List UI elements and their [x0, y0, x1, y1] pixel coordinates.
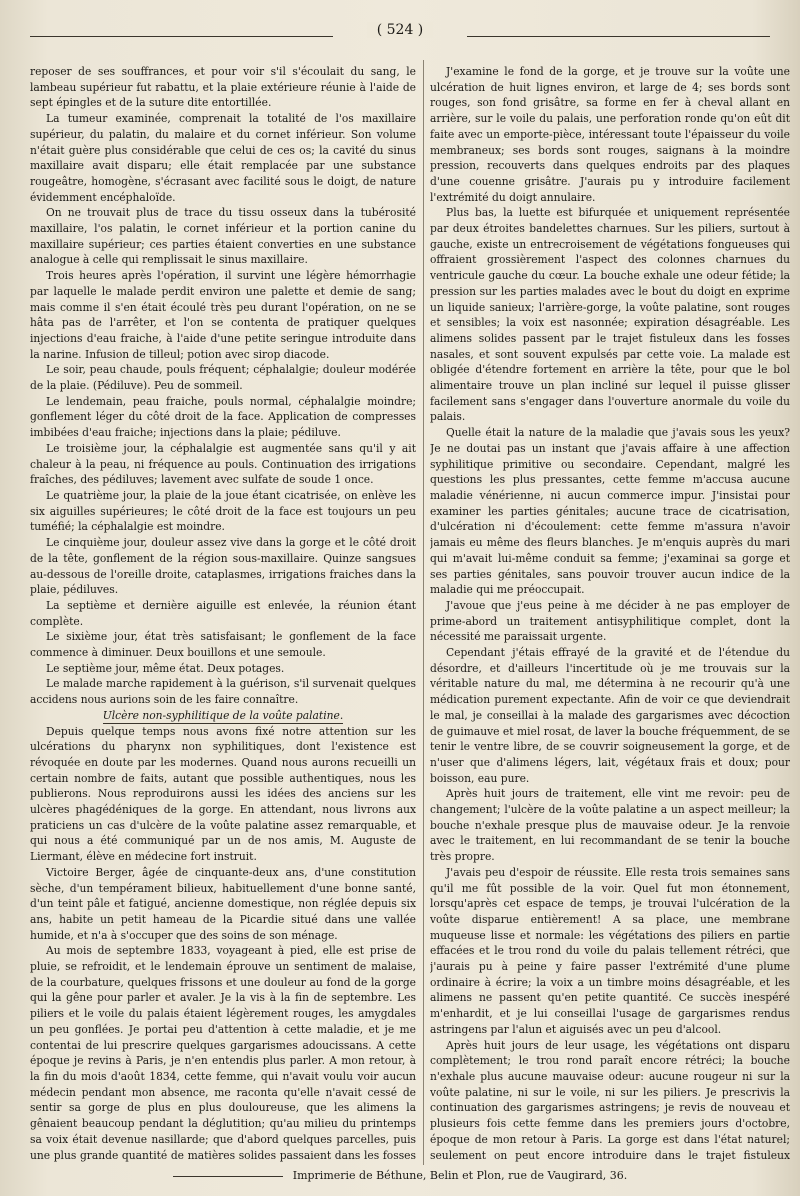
paragraph: Victoire Berger, âgée de cinquante-deux ans, d'une constitution sèche, d'un tempérament bilieux, habituellement d'une bonne santé, d'un teint pâle et fatigué, ancienne domestique, non réglée depuis six ans, habite un petit hameau de la Picardie situé dans une vallée humide, et n'a à s'occuper que des soins de son ménage. — [30, 865, 416, 942]
paragraph: Le quatrième jour, la plaie de la joue étant cicatrisée, on enlève les six aiguilles supérieures; le côté droit de la face est toujours un peu tuméfié; la céphalalgie est moindre. — [30, 488, 416, 534]
printer-imprint — [30, 1169, 770, 1182]
section-heading — [30, 708, 416, 724]
footer-rule — [173, 1176, 283, 1177]
paragraph: Le cinquième jour, douleur assez vive dans la gorge et le côté droit de la tête, gonflement de la région sous-maxillaire. Quinze sangsues au-dessous de l'oreille droite, cataplasmes, irrigations fraiches dans la plaie, pédiluves. — [30, 536, 416, 597]
header-rule-left — [30, 36, 333, 37]
left-column — [30, 64, 416, 1164]
paragraph: J'examine le fond de la gorge, et je trouve sur la voûte une ulcération de huit lignes environ, et large de 4; ses bords sont rouges, son fond grisâtre, sa forme en fer à cheval allant en arrière, sur le voile du palais, une perforation ronde qu'on eût dit faite avec un emporte-pièce, intéressant toute l'épaisseur du voile membraneux; ses bords sont rouges, saignans à la moindre pression, recouverts dans quelques endroits par des plaques d'une couenne grisâtre. J'aurais pu y introduire facilement l'extrémité du doigt annulaire. — [430, 65, 790, 204]
paragraph: reposer de ses souffrances, et pour voir s'il s'écoulait du sang, le lambeau supérieur fut rabattu, et la plaie extérieure réunie à l'aide de sept épingles et de la suture dite entortillée. — [30, 65, 416, 110]
paragraph: Cependant j'étais effrayé de la gravité et de l'étendue du désordre, et d'ailleurs l'incertitude où je me trouvais sur la véritable nature du mal, me détermina à ne recourir qu'à une médication purement expectante. Afin de voir ce que deviendrait le mal, je conseillai à la malade des gargarismes avec décoction de guimauve et miel rosat, de laver la bouche fréquemment, de se tenir le ventre libre, de se couvrir soigneusement la gorge, et de n'user que d'alimens légers, lait, végétaux frais et doux; pour boisson, eau pure. — [430, 646, 790, 785]
paragraph: Plus bas, la luette est bifurquée et uniquement représentée par deux étroites bandelettes charnues. Sur les piliers, surtout à gauche, existe un entrecroisement de végétations fongueuses qui offraient grossièrement l'aspect des colonnes charnues du ventricule gauche du cœur. La bouche exhale une odeur fétide; la pression sur les parties malades avec le bout du doigt en exprime un liquide sanieux; l'arrière-gorge, la voûte palatine, sont rouges et sensibles; la voix est nasonnée; expiration désagréable. Les alimens solides passent par le trajet fistuleux dans les fosses nasales, et sont souvent expulsés par cette voie. La malade est obligée d'étendre fortement en arrière la tête, pour que le bol alimentaire trouve un plan incliné sur lequel il puisse glisser facilement sans s'engager dans l'ouverture anormale du voile du palais. — [430, 206, 790, 424]
paragraph: Après huit jours de traitement, elle vint me revoir: peu de changement; l'ulcère de la voûte palatine a un aspect meilleur; la bouche n'exhale presque plus de mauvaise odeur. Je la renvoie avec le traitement, en lui recommandant de se tenir la bouche très propre. — [430, 787, 790, 864]
page-number: ( 524 ) — [367, 22, 434, 38]
paragraph: La tumeur examinée, comprenait la totalité de l'os maxillaire supérieur, du palatin, du malaire et du cornet inférieur. Son volume n'était guère plus considérable que celui de ces os; la cavité du sinus maxillaire avait disparu; elle était remplacée par une substance rougeâtre, homogène, s'écrasant avec facilité sous le doigt, de nature évidemment encéphaloïde. — [30, 112, 416, 204]
paragraph: Le malade marche rapidement à la guérison, s'il survenait quelques accidens nous aurions soin de les faire connaître. — [30, 677, 416, 707]
paragraph: Depuis quelque temps nous avons fixé notre attention sur les ulcérations du pharynx non syphilitiques, dont l'existence est révoquée en doute par les modernes. Quand nous aurons recueilli un certain nombre de faits, autant que possible authentiques, nous les publierons. Nous reproduirons aussi les idées des anciens sur les ulcères phagédéniques de la gorge. En attendant, nous livrons aux praticiens un cas d'ulcère de la voûte palatine assez remarquable, et qui nous a été communiqué par un de nos amis, M. Auguste de Liermant, élève en médecine fort instruit. — [30, 724, 416, 864]
section-heading-text: Ulcère non-syphilitique de la voûte palatine. — [102, 708, 344, 722]
paragraph: La septième et dernière aiguille est enlevée, la réunion étant complète. — [30, 598, 416, 628]
paragraph: Trois heures après l'opération, il survint une légère hémorrhagie par laquelle le malade perdit environ une palette et demie de sang; mais comme il s'en était écoulé très peu durant l'opération, on ne se hâta pas de l'arrêter, et l'on se contenta de pratiquer quelques injections d'eau fraiche, à l'aide d'une petite seringue introduite dans la narine. Infusion de tilleul; potion avec sirop diacode. — [30, 269, 416, 361]
page-header — [30, 20, 770, 46]
header-rule-right — [467, 36, 770, 37]
paragraph: Au mois de septembre 1833, voyageant à pied, elle est prise de pluie, se refroidit, et le lendemain éprouve un sentiment de malaise, de la courbature, quelques frissons et une douleur au fond de la gorge qui la gêne pour parler et avaler. Je la vis à la fin de septembre. Les piliers et le voile du palais étaient légèrement rouges, les amygdales un peu gonflées. Je portai peu d'attention à cette maladie, et je me contentai de lui prescrire quelques gargarismes adoucissans. A cette époque je revins à Paris, je n'en entendis plus parler. A mon retour, à la fin du mois d'août 1834, cette femme, qui n'avait voulu voir aucun médecin pendant mon absence, me raconta qu'elle n'avait cessé de sentir sa gorge de plus en plus douloureuse, que les alimens la gênaient beaucoup pendant la déglutition; qu'au milieu du printemps sa voix était devenue nasillarde; que d'abord quelques parcelles, puis une plus grande quantité de matières solides passaient dans les fosses — [30, 944, 416, 1162]
paragraph: Après huit jours de leur usage, les végétations ont disparu complètement; le trou rond paraît encore rétréci; la bouche n'exhale plus aucune mauvaise odeur: aucune rougeur ni sur la voûte palatine, ni sur le voile, ni sur les piliers. Je prescrivis la continuation des gargarismes astringens; je revis de nouveau et plusieurs fois cette femme dans les premiers jours d'octobre, époque de mon retour à Paris. La gorge est dans l'état naturel; seulement on peut encore introduire dans le trajet fistuleux — [430, 1038, 790, 1162]
right-column — [430, 64, 790, 1164]
paragraph: On ne trouvait plus de trace du tissu osseux dans la tubérosité maxillaire, l'os palatin, le cornet inférieur et la portion canine du maxillaire supérieur; ces parties étaient converties en une substance analogue à celle qui remplissait le sinus maxillaire. — [30, 206, 416, 267]
paragraph: Le lendemain, peau fraiche, pouls normal, céphalalgie moindre; gonflement léger du côté droit de la face. Application de compresses imbibées d'eau fraiche; injections dans la plaie; pédiluve. — [30, 394, 416, 440]
paragraph: J'avais peu d'espoir de réussite. Elle resta trois semaines sans qu'il me fût possible de la voir. Quel fut mon étonnement, lorsqu'après cet espace de temps, je trouvai l'ulcération de la voûte disparue entièrement! A sa place, une membrane muqueuse lisse et normale: les végétations des piliers en partie effacées et le trou rond du voile du palais tellement rétréci, que j'aurais pu à peine y faire passer l'extrémité d'une plume ordinaire à écrire; la voix a un timbre moins désagréable, et les alimens ne passent qu'en petite quantité. Ce succès inespéré m'enhardit, et je lui conseillai l'usage de gargarismes rendus astringens par l'alun et aiguisés avec un peu d'alcool. — [430, 865, 790, 1036]
paragraph: Le soir, peau chaude, pouls fréquent; céphalalgie; douleur modérée de la plaie. (Pédiluve). Peu de sommeil. — [30, 363, 416, 393]
paragraph: Quelle était la nature de la maladie que j'avais sous les yeux? Je ne doutai pas un instant que j'avais affaire à une affection syphilitique primitive ou secondaire. Cependant, malgré les questions les plus pressantes, cette femme m'accusa aucune maladie vénérienne, ni aucun commerce impur. J'insistai pour examiner les parties génitales; aucune trace de cicatrisation, d'ulcération ni d'écoulement: cette femme m'assura n'avoir jamais eu même des fleurs blanches. Je m'enquis auprès du mari qui m'avait lui-même conduit sa femme; j'examinai sa gorge et ses parties génitales, sans pouvoir trouver aucun indice de la maladie qui me préoccupait. — [430, 426, 790, 597]
paragraph: Le sixième jour, état très satisfaisant; le gonflement de la face commence à diminuer. Deux bouillons et une semoule. — [30, 630, 416, 660]
paragraph: Le septième jour, même état. Deux potages. — [46, 661, 285, 675]
column-divider — [423, 60, 424, 1165]
paragraph: Le troisième jour, la céphalalgie est augmentée sans qu'il y ait chaleur à la peau, ni fréquence au pouls. Continuation des irrigations fraîches, des pédiluves; lavement avec sulfate de soude 1 once. — [30, 441, 416, 487]
imprint-text: Imprimerie de Béthune, Belin et Plon, rue de Vaugirard, 36. — [292, 1169, 628, 1182]
paragraph: J'avoue que j'eus peine à me décider à ne pas employer de prime-abord un traitement antisyphilitique complet, dont la nécessité me paraissait urgente. — [430, 598, 790, 644]
